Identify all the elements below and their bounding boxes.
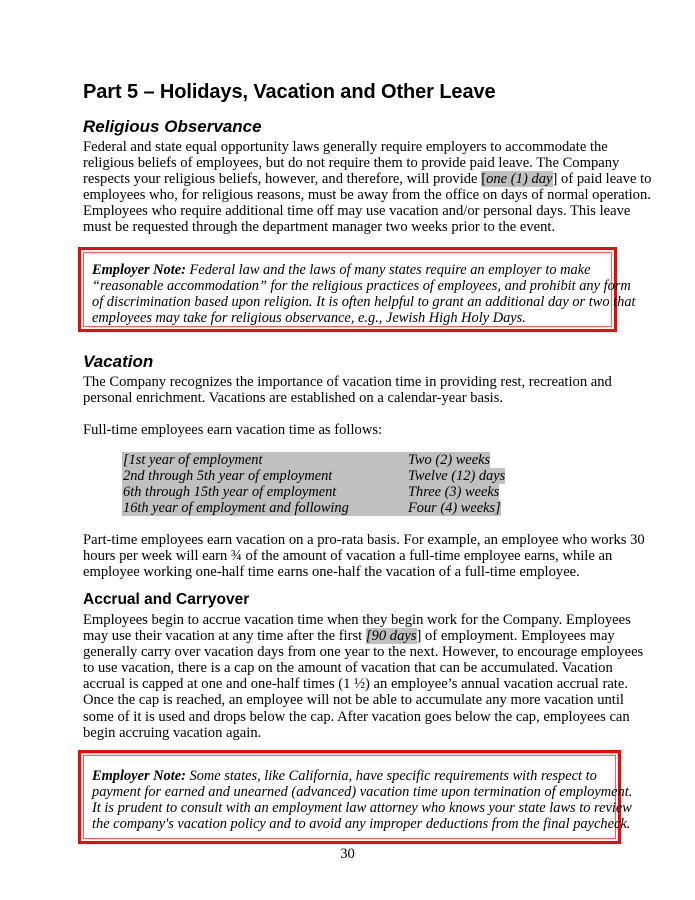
note-content — [83, 252, 636, 327]
text-line: some of it is used and drops below the cap. After vacation goes below the cap, employees can — [83, 708, 630, 725]
amount-cell: Twelve (12) days — [408, 468, 506, 484]
note-label: Employer Note: — [92, 768, 186, 784]
text-line: hours per week will earn ¾ of the amount of vacation a full-time employee earns, while an — [83, 548, 613, 565]
text-line: personal enrichment. Vacations are established on a calendar-year basis. — [83, 390, 504, 407]
religious-observance-paragraph — [83, 139, 652, 236]
tenure-cell: 2nd through 5th year of employment — [122, 468, 408, 484]
text-line: to use vacation, there is a cap on the amount of vacation that can be accumulated. Vacation — [83, 660, 613, 677]
text-line: of discrimination based upon religion. It is often helpful to grant an additional day or two that — [92, 294, 636, 311]
bracket: ] — [552, 171, 558, 188]
accrual-heading: Accrual and Carryover — [83, 591, 250, 608]
text-line: begin accruing vacation again. — [83, 724, 262, 741]
amount-cell: Three (3) weeks — [408, 484, 500, 500]
text-line: Part-time employees earn vacation on a pro-rata basis. For example, an employee who works 30 — [83, 532, 645, 548]
accrual-paragraph — [83, 612, 644, 741]
amount-cell: Two (2) weeks — [408, 452, 491, 468]
page-number: 30 — [340, 846, 355, 862]
tenure-cell: 6th through 15th year of employment — [122, 484, 408, 500]
tenure-cell: [1st year of employment — [122, 452, 408, 468]
text-line: Federal and state equal opportunity laws generally require employers to accommodate the — [83, 139, 608, 155]
text-line: employee working one-half time earns one-half the vacation of a full-time employee. — [83, 564, 580, 581]
note-content — [83, 755, 633, 839]
text-segment: ] of employment. Employees may — [416, 628, 615, 645]
text-line: payment for earned and unearned (advanced) vacation time upon termination of employment. — [92, 784, 633, 801]
highlighted-placeholder — [481, 171, 552, 187]
note-label: Employer Note: — [92, 262, 186, 278]
text-line: employees who, for religious reasons, must be away from the office on days of normal operation. — [83, 187, 651, 204]
placeholder-value: one (1) day — [486, 171, 553, 188]
text-line — [92, 768, 607, 784]
religious-observance-heading: Religious Observance — [83, 117, 262, 136]
text-line — [83, 171, 652, 188]
text-line: religious beliefs of employees, but do not require them to provide paid leave. The Company — [83, 155, 620, 172]
text-line: The Company recognizes the importance of vacation time in providing rest, recreation and — [83, 374, 612, 390]
highlighted-placeholder: [90 days — [365, 628, 417, 645]
employer-note-vacation — [78, 750, 633, 844]
tenure-cell: 16th year of employment and following — [122, 500, 408, 516]
part-time-paragraph — [83, 532, 645, 581]
text-line — [83, 628, 623, 644]
text-segment: respects your religious beliefs, however, and therefore, will provide — [83, 171, 482, 188]
text-segment: Federal law and the laws of many states require an employer to make — [185, 262, 591, 278]
full-time-intro — [83, 422, 623, 438]
text-segment: Some states, like California, have specific requirements with respect to — [185, 768, 597, 784]
text-line: the company's vacation policy and to avoid any improper deductions from the final paycheck. — [92, 816, 631, 833]
text-line: Employees who require additional time off may use vacation and/or personal days. This leave — [83, 203, 631, 220]
text-line: “reasonable accommodation” for the religious practices of employees, and prohibit any form — [92, 278, 631, 295]
text-line: must be requested through the department manager two weeks prior to the event. — [83, 219, 556, 236]
text-line: Once the cap is reached, an employee will not be able to accumulate any more vacation until — [83, 692, 624, 709]
bracket: [ — [481, 171, 487, 188]
text-line — [92, 262, 603, 278]
text-line: Full-time employees earn vacation time as follows: — [83, 422, 383, 438]
amount-cell: Four (4) weeks] — [408, 500, 501, 516]
text-segment: of paid leave to — [557, 171, 652, 188]
text-line: Employees begin to accrue vacation time when they begin work for the Company. Employees — [83, 612, 631, 628]
text-line: It is prudent to consult with an employment law attorney who knows your state laws to review — [92, 800, 632, 817]
text-line: generally carry over vacation days from one year to the next. However, to encourage employees — [83, 644, 644, 661]
text-segment: may use their vacation at any time after the first — [83, 628, 366, 645]
vacation-intro-paragraph — [83, 374, 623, 406]
page-title: Part 5 – Holidays, Vacation and Other Leave — [83, 81, 496, 103]
text-line: employees may take for religious observance, e.g., Jewish High Holy Days. — [92, 310, 526, 327]
employer-note-religious — [78, 247, 636, 332]
text-line: accrual is capped at one and one-half times (1 ½) an employee’s annual vacation accrual rate. — [83, 676, 628, 693]
vacation-heading: Vacation — [83, 352, 154, 371]
